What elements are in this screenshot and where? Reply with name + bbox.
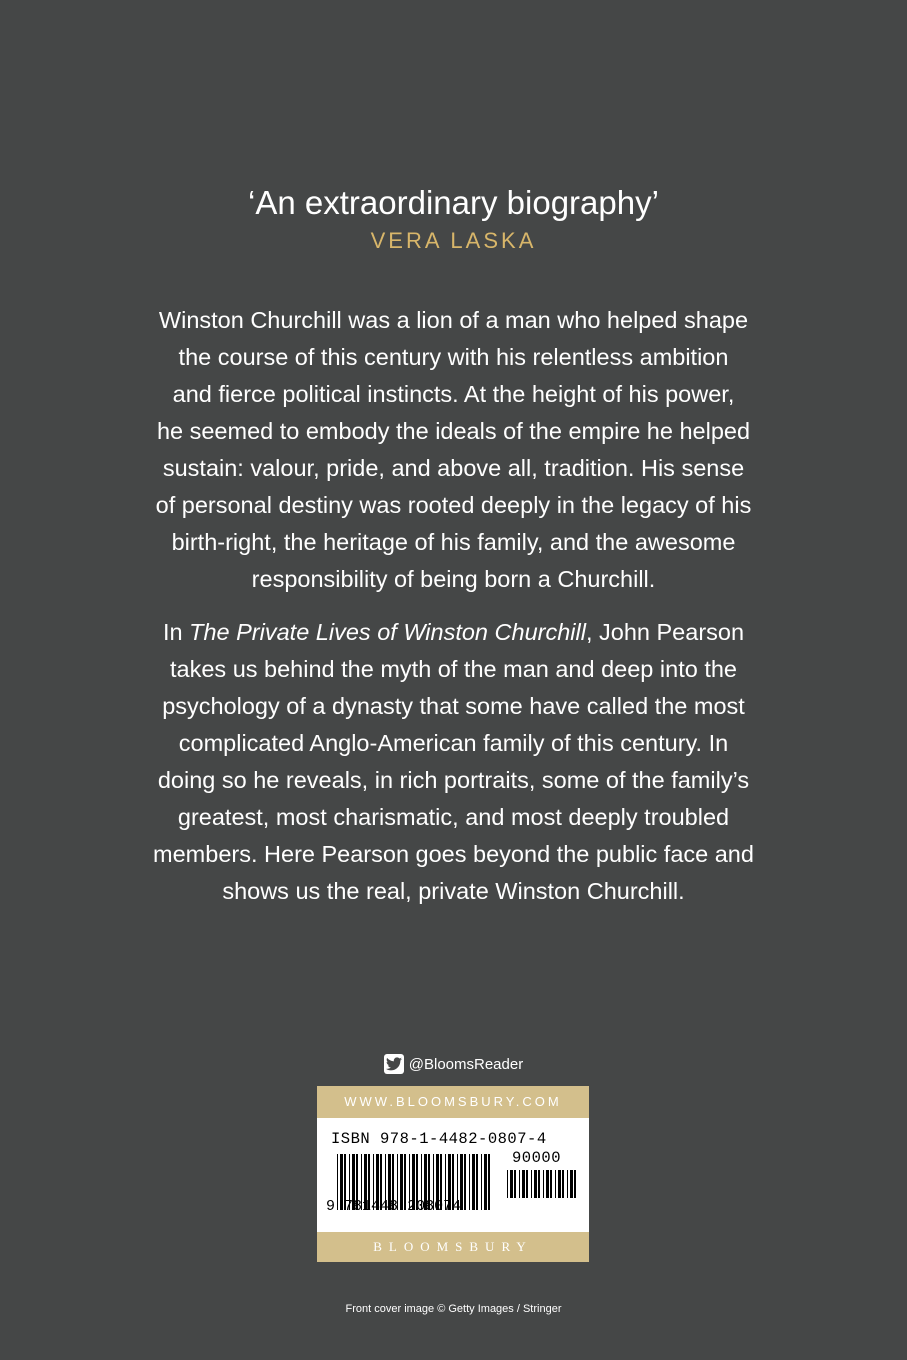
barcode-bar — [531, 1170, 532, 1198]
cover-image-credit: Front cover image © Getty Images / Stringer — [345, 1303, 562, 1315]
blurb-text-1 — [130, 302, 777, 598]
barcode-digits — [326, 1198, 461, 1215]
barcode-bar — [476, 1154, 478, 1210]
quote-attribution: VERA LASKA — [370, 228, 537, 253]
blurb-line: of personal destiny was rooted deeply in the legacy of his — [155, 492, 752, 518]
twitter-handle-line — [0, 1054, 907, 1076]
review-quote: ‘An extraordinary biography’ — [248, 184, 659, 221]
blurb-line: doing so he reveals, in rich portraits, some of the family’s — [157, 767, 750, 793]
publisher-band: BLOOMSBURY — [317, 1232, 589, 1262]
barcode-digits-group-2: 208074 — [407, 1198, 462, 1215]
blurb-paragraph-2 — [130, 614, 777, 910]
blurb-line: he seemed to embody the ideals of the empire he helped — [156, 418, 751, 444]
blurb-line: birth-right, the heritage of his family, and the awesome — [171, 529, 736, 555]
barcode-digit-lead: 9 — [326, 1198, 336, 1215]
blurb-line: Winston Churchill was a lion of a man who helped shape — [158, 307, 749, 333]
barcode-bar — [519, 1170, 520, 1198]
barcode-bar — [570, 1170, 573, 1198]
barcode-bar — [484, 1154, 487, 1210]
blurb-line: the course of this century with his relentless ambition — [178, 344, 729, 370]
blurb-paragraph-1 — [130, 302, 777, 598]
barcode-bar — [481, 1154, 482, 1210]
blurb-line: complicated Anglo-American family of this century. In — [178, 730, 729, 756]
barcode-bar — [464, 1154, 466, 1210]
barcode-digits-group-1: 781448 — [344, 1198, 399, 1215]
isbn-label: ISBN 978-1-4482-0807-4 — [331, 1130, 547, 1148]
blurb-line: members. Here Pearson goes beyond the public face and — [153, 841, 754, 867]
isbn-addon-digits: 90000 — [512, 1149, 562, 1167]
barcode-bar — [546, 1170, 549, 1198]
barcode-bar — [555, 1170, 556, 1198]
barcode-bar — [526, 1170, 528, 1198]
blurb-line: and fierce political instincts. At the height of his power, — [172, 381, 735, 407]
barcode-bar — [567, 1170, 568, 1198]
blurb-line: sustain: valour, pride, and above all, tradition. His sense — [162, 455, 745, 481]
barcode-bar — [522, 1170, 525, 1198]
barcode-bar — [574, 1170, 576, 1198]
website-band: WWW.BLOOMSBURY.COM — [317, 1086, 589, 1118]
twitter-handle: @BloomsReader — [408, 1056, 524, 1073]
blurb-line: takes us behind the myth of the man and deep into the — [170, 656, 737, 682]
blurb-line: shows us the real, private Winston Churchill. — [222, 878, 685, 904]
book-title: The Private Lives of Winston Churchill — [189, 619, 586, 645]
barcode-bar — [558, 1170, 561, 1198]
barcode-bar — [543, 1170, 544, 1198]
barcode-bar — [488, 1154, 490, 1210]
blurb-text-prefix: In — [162, 619, 190, 645]
barcode-bar — [507, 1170, 508, 1198]
barcode-panel — [317, 1086, 589, 1262]
barcode-bar — [538, 1170, 540, 1198]
barcode-bar — [510, 1170, 513, 1198]
barcode-bar — [472, 1154, 475, 1210]
blurb-line: greatest, most charismatic, and most deeply troubled — [177, 804, 730, 830]
blurb-text-2 — [130, 614, 777, 910]
barcode-bar — [550, 1170, 552, 1198]
blurb-line: responsibility of being born a Churchill. — [251, 566, 656, 592]
barcode-bar — [534, 1170, 537, 1198]
barcode-bar — [562, 1170, 564, 1198]
twitter-bird-icon — [384, 1054, 404, 1074]
barcode-bar — [514, 1170, 516, 1198]
blurb-text-suffix: , John Pearson — [585, 619, 745, 645]
blurb-line: psychology of a dynasty that some have called the most — [162, 693, 745, 719]
barcode-bar — [469, 1154, 470, 1210]
